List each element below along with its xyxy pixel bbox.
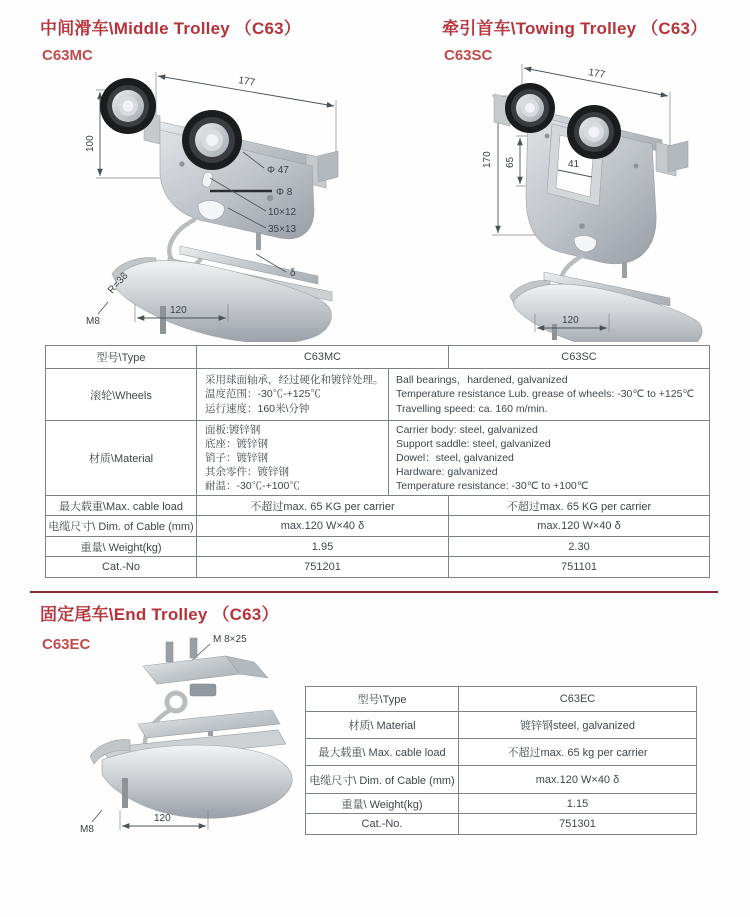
material-cn-line: 耐温：-30℃-+100℃ [205, 480, 300, 493]
label-bolt-m8x25: M 8×25 [213, 634, 247, 645]
roller-wheel-right [567, 105, 621, 159]
end-cable-dim-value: max.120 W×40 δ [535, 773, 620, 786]
cat-no-label: Cat.-No [46, 557, 197, 577]
material-en-line: Carrier body: steel, galvanized [396, 423, 538, 436]
material-en-cell [389, 421, 709, 495]
end-row-cable-dim [306, 766, 696, 794]
max-load-c63sc: 不超过max. 65 KG per carrier [506, 500, 652, 513]
dim-label-41: 41 [568, 159, 580, 170]
end-type-value: C63EC [559, 693, 596, 705]
label-thread-m8: M8 [80, 824, 94, 835]
label-slot-small: 10×12 [268, 207, 297, 218]
material-en-line: Dowel：steel, galvanized [396, 451, 514, 464]
end-max-load-value: 不超过max. 65 kg per carrier [507, 747, 648, 759]
max-load-label: 最大载重\Max. cable load [46, 496, 197, 515]
cable-saddle [112, 232, 332, 342]
spec-col-c63sc: C63SC [561, 351, 597, 363]
section-title-middle-trolley: 中间滑车\Middle Trolley （C63） [40, 19, 301, 38]
dim-label-170: 170 [482, 151, 493, 168]
dim-label-120: 120 [562, 315, 579, 326]
spec-row-material [46, 421, 709, 496]
material-cn-line: 销子：镀锌钢 [205, 451, 268, 464]
spec-row-cable-dim [46, 516, 709, 537]
weight-label: 重量\ Weight(kg) [46, 537, 197, 556]
model-code-c63ec: C63EC [42, 636, 91, 653]
end-material-label: 材质\ Material [306, 712, 459, 738]
label-hole-large: Φ 47 [267, 165, 289, 176]
end-row-cat-no [306, 814, 696, 834]
dim-label-100: 100 [85, 135, 96, 152]
model-code-c63mc: C63MC [42, 47, 93, 64]
mounting-plate [143, 638, 268, 696]
end-material-value: 镀锌钢steel, galvanized [520, 720, 635, 732]
wheels-cn-line: 温度范围：-30℃-+125℃ [205, 388, 321, 401]
end-weight-value: 1.15 [566, 797, 589, 810]
end-row-type [306, 687, 696, 712]
wheels-en-line: Ball bearings，hardened, galvanized [396, 374, 568, 387]
max-load-c63mc: 不超过max. 65 KG per carrier [197, 496, 449, 515]
material-cn-line: 面板:镀锌钢 [205, 423, 261, 436]
end-row-weight [306, 794, 696, 814]
cat-no-c63sc: 751101 [561, 561, 597, 573]
dim-label-177: 177 [587, 67, 606, 81]
section-divider [30, 591, 718, 593]
label-hole-small: Φ 8 [276, 187, 293, 198]
dim-label-65: 65 [505, 156, 516, 168]
section-title-towing-trolley: 牵引首车\Towing Trolley （C63） [442, 19, 708, 38]
drawing-c63mc [60, 56, 390, 342]
weight-c63mc: 1.95 [197, 537, 449, 556]
spec-type-label: 型号\Type [46, 346, 197, 368]
label-delta: δ [290, 268, 296, 279]
dim-label-120: 120 [154, 813, 171, 824]
end-row-material [306, 712, 696, 739]
cable-dim-c63mc: max.120 W×40 δ [197, 516, 449, 536]
wheels-label: 滚轮\Wheels [46, 369, 197, 420]
wheels-cn-cell [197, 369, 389, 420]
end-row-max-load [306, 739, 696, 766]
roller-wheel-right [182, 110, 242, 170]
wheels-en-line: Temperature resistance Lub. grease of wheels: -30℃ to +125℃ [396, 388, 695, 401]
spec-row-max-load [46, 496, 709, 516]
material-cn-line: 其余零件：镀锌钢 [205, 466, 289, 479]
wheels-en-cell [389, 369, 709, 420]
wheels-cn-line: 采用球面轴承，经过硬化和镀锌处理。 [205, 374, 384, 387]
end-cable-dim-label: 电缆尺寸\ Dim. of Cable (mm) [306, 766, 459, 793]
cable-saddle [90, 710, 292, 818]
roller-wheel-left [100, 78, 156, 134]
end-type-label: 型号\Type [306, 687, 459, 711]
end-max-load-label: 最大载重\ Max. cable load [306, 739, 459, 765]
spec-col-c63mc: C63MC [197, 346, 449, 368]
end-cat-no-value: 751301 [559, 818, 596, 830]
label-thread-m8: M8 [86, 316, 100, 327]
end-weight-label: 重量\ Weight(kg) [306, 794, 459, 813]
spec-row-type [46, 346, 709, 369]
material-en-line: Support saddle: steel, galvanized [396, 437, 551, 450]
wheels-cn-line: 运行速度：160米\分钟 [205, 402, 310, 415]
end-cat-no-label: Cat.-No. [306, 814, 459, 834]
end-trolley-table [305, 686, 697, 835]
section-title-end-trolley: 固定尾车\End Trolley （C63） [40, 605, 279, 624]
spec-row-wheels [46, 369, 709, 421]
cable-dim-c63sc: max.120 W×40 δ [537, 520, 621, 532]
roller-wheel-left [505, 83, 555, 133]
cat-no-c63mc: 751201 [197, 557, 449, 577]
wheels-en-line: Travelling speed: ca. 160 m/min. [396, 402, 548, 415]
cable-dim-label: 电缆尺寸\ Dim. of Cable (mm) [46, 516, 197, 536]
cable-saddle [510, 262, 702, 342]
label-radius: R=38 [106, 270, 131, 297]
material-cn-cell [197, 421, 389, 495]
weight-c63sc: 2.30 [568, 540, 590, 553]
spec-row-weight [46, 537, 709, 557]
drawing-c63sc [432, 56, 730, 342]
model-code-c63sc: C63SC [444, 47, 493, 64]
spec-row-cat-no [46, 557, 709, 577]
spec-table [45, 345, 710, 578]
dim-label-177: 177 [237, 75, 256, 89]
drawing-c63ec [40, 628, 320, 868]
material-en-line: Temperature resistance: -30℃ to +100℃ [396, 480, 589, 493]
material-cn-line: 底座：镀锌钢 [205, 437, 268, 450]
label-slot-large: 35×13 [268, 224, 297, 235]
material-label: 材质\Material [46, 421, 197, 495]
dim-label-120: 120 [170, 305, 187, 316]
material-en-line: Hardware: galvanized [396, 466, 498, 479]
